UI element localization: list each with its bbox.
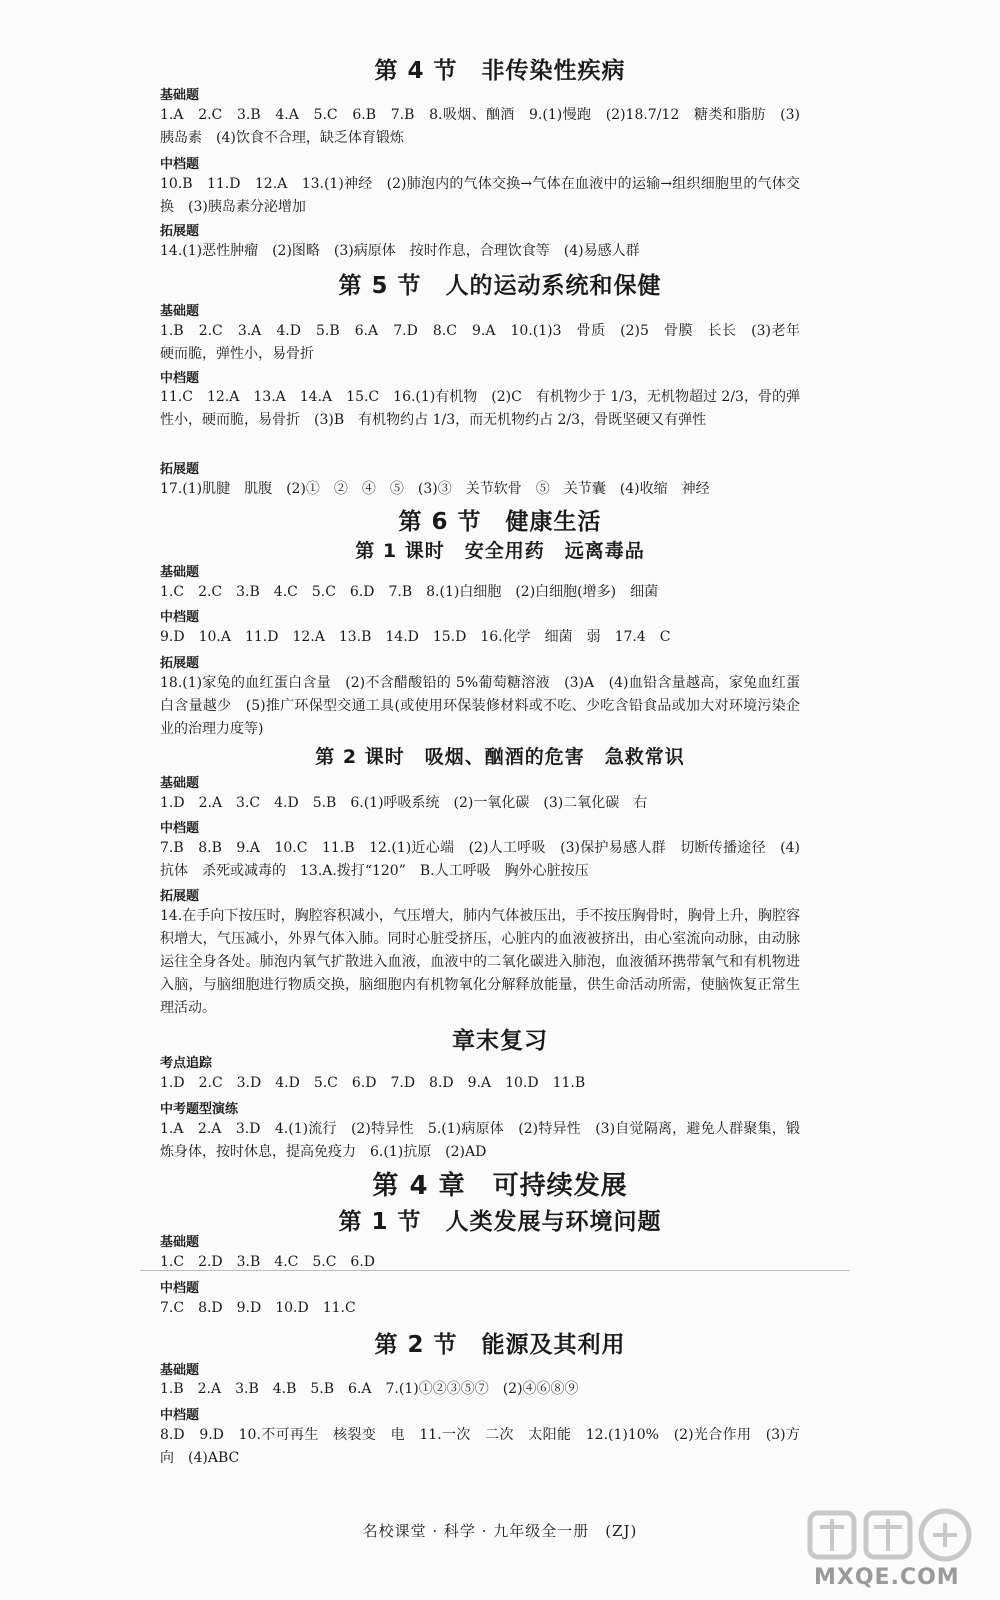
chapter-4-title: 第 4 章 可持续发展: [372, 1171, 628, 1201]
l1-basic-label: 基础题: [160, 565, 200, 580]
lesson-2-title: 第 2 课时 吸烟、酗酒的危害 急救常识: [315, 746, 685, 768]
section-6-title: 第 6 节 健康生活: [398, 509, 602, 535]
l2-basic-label: 基础题: [160, 776, 200, 791]
ch4-s2-basic-answers: 1.B 2.A 3.B 4.B 5.B 6.A 7.(1)①②③⑤⑦ (2)④⑥⑧⑨: [160, 1381, 579, 1397]
s4-basic-label: 基础题: [160, 88, 200, 103]
l1-basic-answers: 1.C 2.C 3.B 4.C 5.C 6.D 7.B 8.(1)白细胞 (2)白细胞(增多) 细菌: [160, 584, 659, 600]
l2-mid-answers: 7.B 8.B 9.A 10.C 11.B 12.(1)近心端 (2)人工呼吸 (3)保护易感人群 切断传播途径 (4)抗体 杀死或减毒的 13.A.拨打“120” B.人工呼吸 胸外心脏按压: [160, 840, 800, 879]
watermark-text: MXQE.COM: [814, 1565, 960, 1590]
s5-ext-label: 拓展题: [160, 462, 200, 477]
l2-mid-label: 中档题: [160, 821, 200, 836]
s5-mid-label: 中档题: [160, 371, 200, 386]
l2-ext-label: 拓展题: [160, 889, 200, 904]
s5-basic-label: 基础题: [160, 304, 200, 319]
review-title: 章末复习: [452, 1028, 548, 1054]
ch4-s1-basic-answers: 1.C 2.D 3.B 4.C 5.C 6.D: [160, 1254, 376, 1270]
ch4-s1-mid-answers: 7.C 8.D 9.D 10.D 11.C: [160, 1300, 356, 1316]
ch4-section-2-title: 第 2 节 能源及其利用: [374, 1332, 626, 1358]
s5-mid-answers: 11.C 12.A 13.A 14.A 15.C 16.(1)有机物 (2)C 有机物少于 1/3，无机物超过 2/3，骨的弹性小，硬而脆，易骨折 (3)B 有机物约占 1/3，而无机物约占 2/3，骨既坚硬又有弹性: [160, 389, 800, 428]
l1-ext-answers: 18.(1)家兔的血红蛋白含量 (2)不含醋酸铅的 5%葡萄糖溶液 (3)A (4)血铅含量越高，家兔血红蛋白含量越少 (5)推广环保型交通工具(或使用环保装修材料或不吃、少吃含铅食品或加大对环境污染企业的治理力度等): [160, 675, 800, 737]
review-exam-answers: 1.A 2.A 3.D 4.(1)流行 (2)特异性 5.(1)病原体 (2)特异性 (3)自觉隔离，避免人群聚集，锻炼身体，按时休息，提高免疫力 6.(1)抗原 (2)AD: [160, 1121, 800, 1160]
l2-ext-answers: 14.在手向下按压时，胸腔容积减小，气压增大，肺内气体被压出，手不按压胸骨时，胸骨上升，胸腔容积增大，气压减小，外界气体入肺。同时心脏受挤压，心脏内的血液被挤出，由心室流向动脉，由动脉运往全身各处。肺泡内氧气扩散进入血液，血液中的二氧化碳进入肺泡，血液循环携带氧气和有机物进入脑，与脑细胞进行物质交换，脑细胞内有机物氧化分解释放能量，供生命活动所需，使脑恢复正常生理活动。: [160, 908, 800, 1016]
s4-ext-label: 拓展题: [160, 224, 200, 239]
page-footer: 名校课堂 · 科学 · 九年级全一册 (ZJ): [362, 1522, 638, 1540]
l1-mid-answers: 9.D 10.A 11.D 12.A 13.B 14.D 15.D 16.化学 细菌 弱 17.4 C: [160, 629, 671, 645]
ch4-section-1-title: 第 1 节 人类发展与环境问题: [338, 1209, 662, 1235]
divider-line: [140, 1270, 850, 1271]
s4-basic-answers: 1.A 2.C 3.B 4.A 5.C 6.B 7.B 8.吸烟、酗酒 9.(1)慢跑 (2)18.7/12 糖类和脂肪 (3)胰岛素 (4)饮食不合理，缺乏体育锻炼: [160, 107, 800, 146]
section-4-title: 第 4 节 非传染性疾病: [374, 58, 626, 84]
lesson-1-title: 第 1 课时 安全用药 远离毒品: [355, 540, 645, 562]
s4-ext-answers: 14.(1)恶性肿瘤 (2)图略 (3)病原体 按时作息，合理饮食等 (4)易感人群: [160, 243, 640, 259]
s5-ext-answers: 17.(1)肌腱 肌腹 (2)① ② ④ ⑤ (3)③ 关节软骨 ⑤ 关节囊 (4)收缩 神经: [160, 481, 710, 497]
s5-basic-answers: 1.B 2.C 3.A 4.D 5.B 6.A 7.D 8.C 9.A 10.(1)3 骨质 (2)5 骨膜 长长 (3)老年 硬而脆，弹性小，易骨折: [160, 323, 814, 362]
ch4-s1-basic-label: 基础题: [160, 1235, 200, 1250]
s4-mid-label: 中档题: [160, 157, 200, 172]
section-5-title: 第 5 节 人的运动系统和保健: [338, 273, 662, 299]
ch4-s2-mid-label: 中档题: [160, 1408, 200, 1423]
ch4-s2-mid-answers: 8.D 9.D 10.不可再生 核裂变 电 11.一次 二次 太阳能 12.(1)10% (2)光合作用 (3)方向 (4)ABC: [160, 1427, 800, 1466]
s4-mid-answers: 10.B 11.D 12.A 13.(1)神经 (2)肺泡内的气体交换→气体在血液中的运输→组织细胞里的气体交换 (3)胰岛素分泌增加: [160, 176, 800, 215]
review-track-answers: 1.D 2.C 3.D 4.D 5.C 6.D 7.D 8.D 9.A 10.D 11.B: [160, 1075, 586, 1091]
l2-basic-answers: 1.D 2.A 3.C 4.D 5.B 6.(1)呼吸系统 (2)一氧化碳 (3)二氧化碳 右: [160, 795, 648, 811]
l1-ext-label: 拓展题: [160, 656, 200, 671]
review-exam-label: 中考题型演练: [160, 1102, 239, 1117]
ch4-s2-basic-label: 基础题: [160, 1363, 200, 1378]
review-track-label: 考点追踪: [160, 1056, 213, 1071]
l1-mid-label: 中档题: [160, 610, 200, 625]
ch4-s1-mid-label: 中档题: [160, 1281, 200, 1296]
